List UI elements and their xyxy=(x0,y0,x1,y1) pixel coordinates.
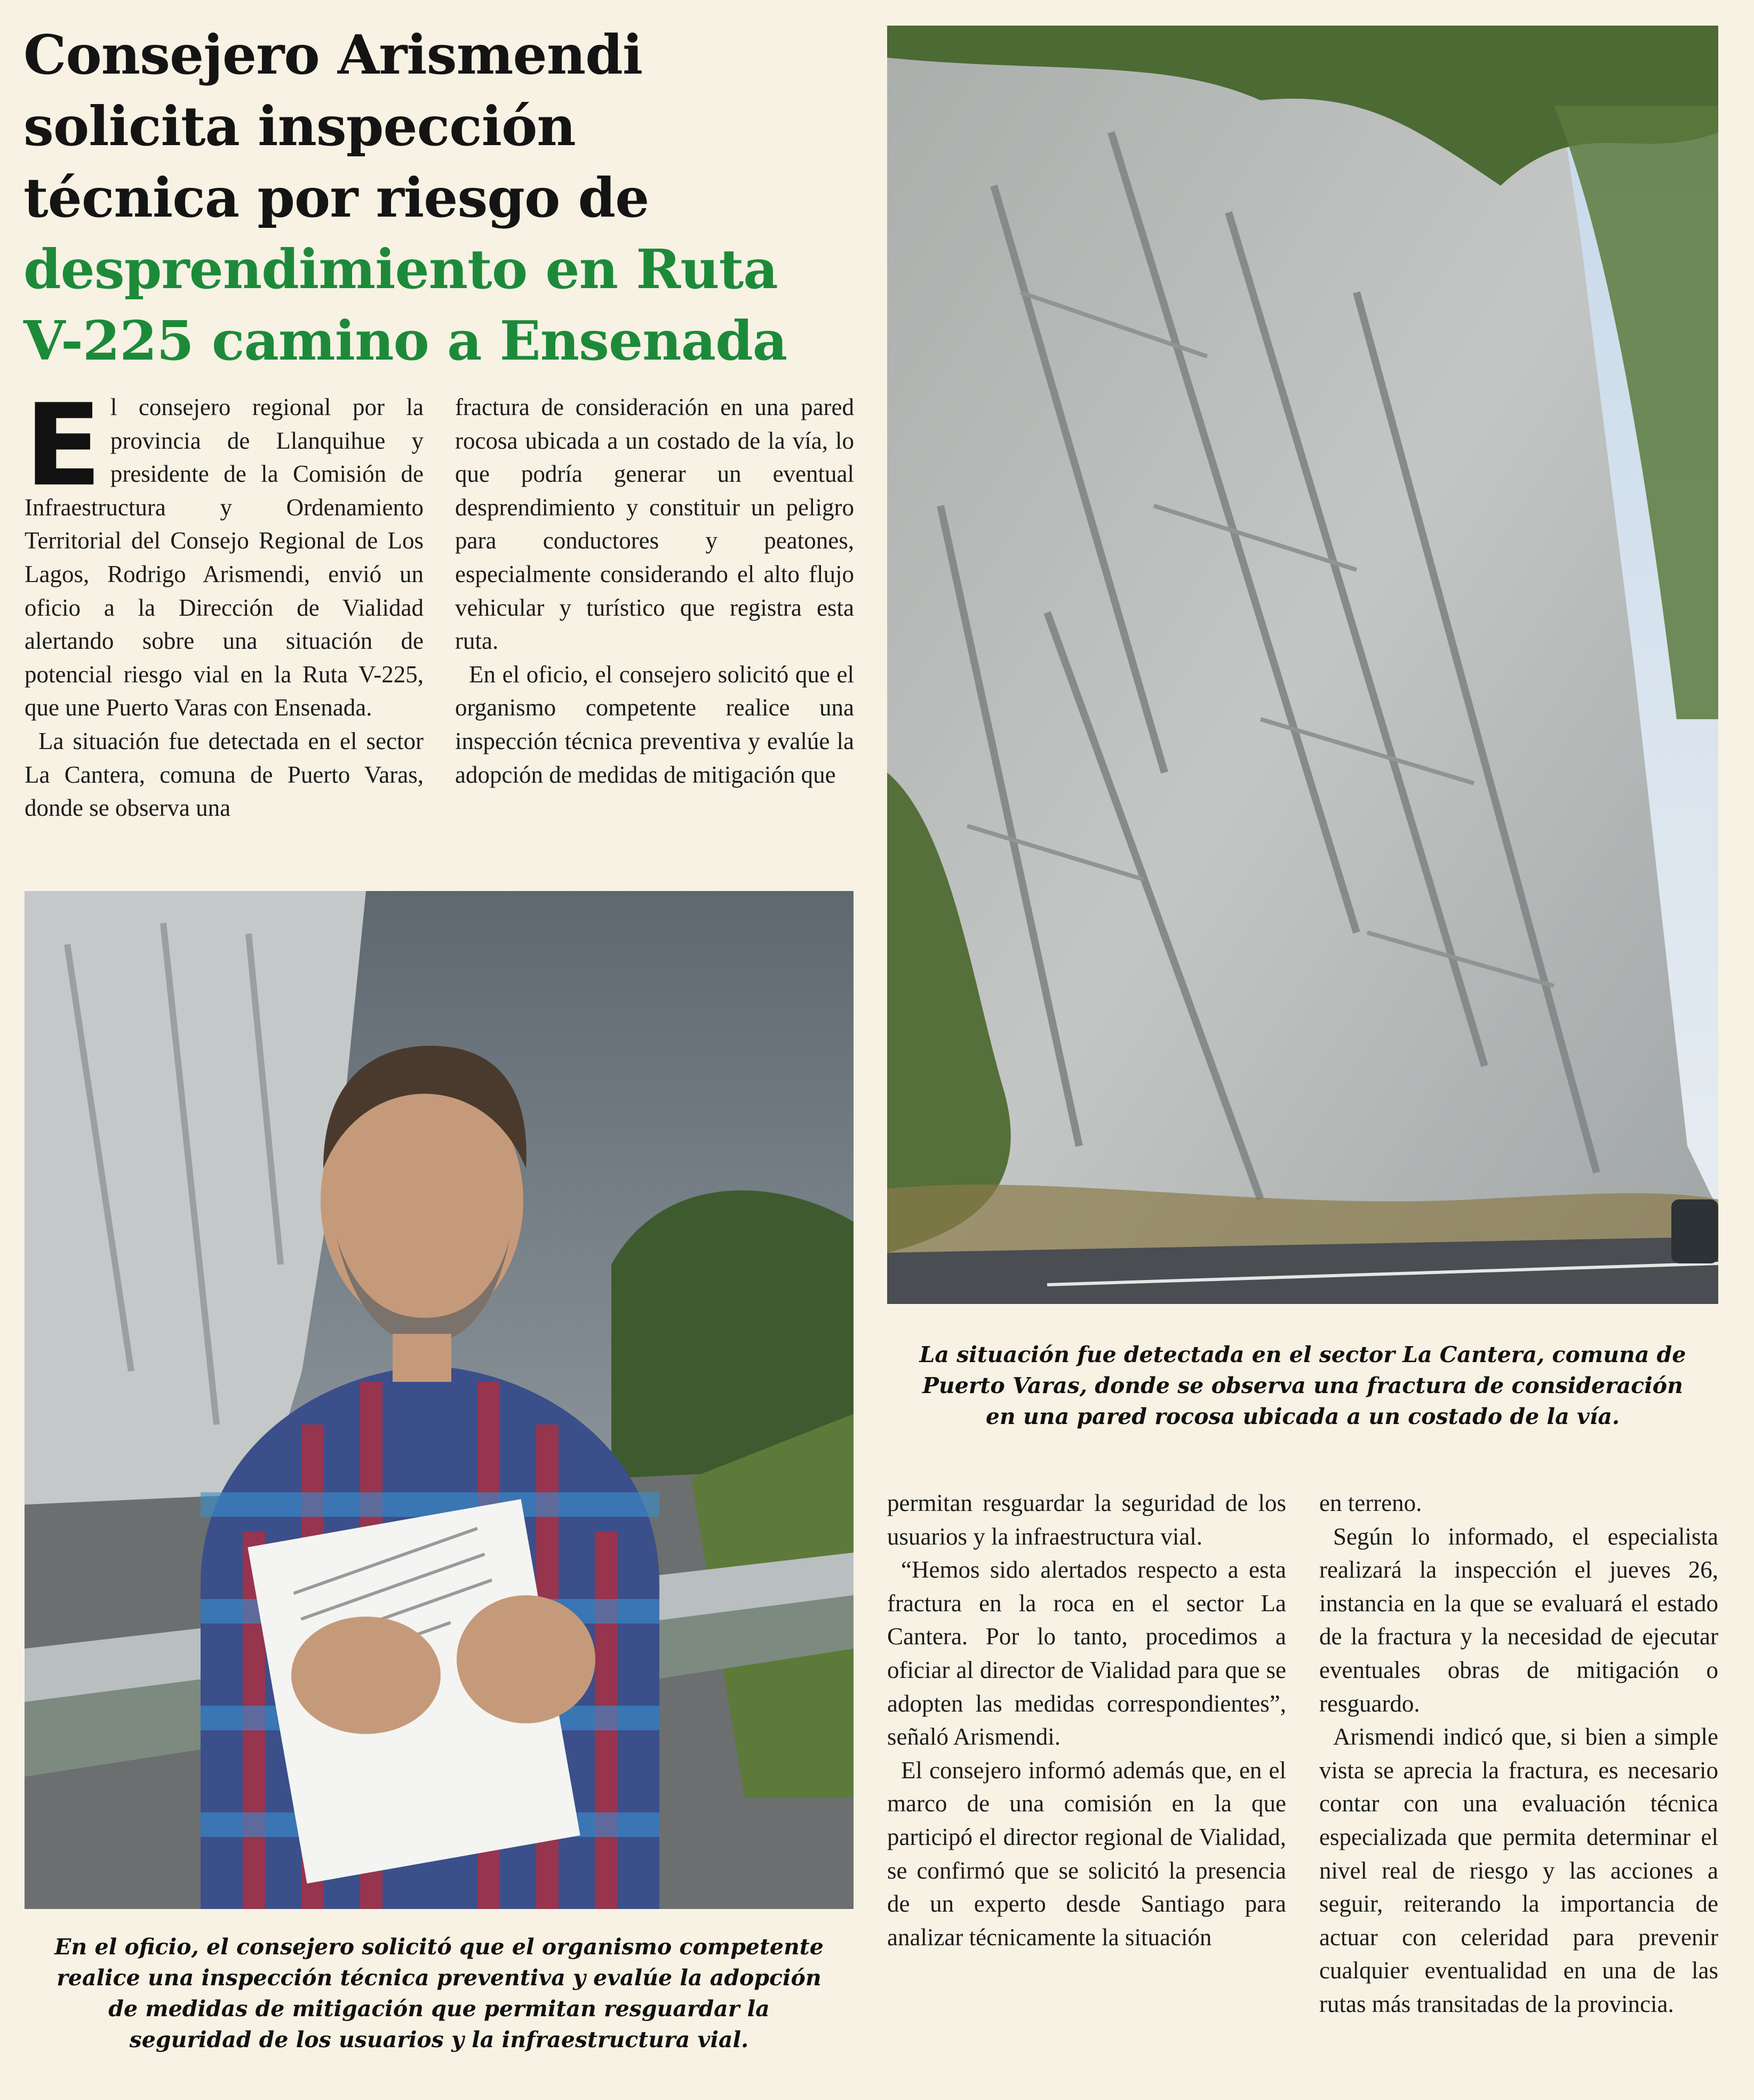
headline xyxy=(23,19,856,377)
photo-councillor xyxy=(25,891,854,1909)
photo-rock-cliff xyxy=(887,26,1718,1304)
caption-man-line-1: En el oficio, el consejero solicitó que el organismo competente xyxy=(54,1934,824,1960)
caption-man-line-2: realice una inspección técnica preventiva y evalúe la adopción xyxy=(57,1965,822,1991)
article-column-4 xyxy=(1319,1486,1718,2021)
paragraph-safety: permitan resguardar la seguridad de los usuarios y la infraestructura vial. xyxy=(887,1490,1286,1550)
rock-cliff-illustration xyxy=(887,26,1718,1304)
article-column-1 xyxy=(25,379,424,825)
caption-rock-line-3: en una pared rocosa ubicada a un costado de la vía. xyxy=(985,1404,1620,1429)
caption-man-line-3: de medidas de mitigación que permitan resguardar la xyxy=(108,1996,770,2022)
article-column-3 xyxy=(887,1486,1286,1954)
paragraph-on-site: en terreno. xyxy=(1319,1490,1422,1516)
caption-rock-line-2: Puerto Varas, donde se observa una fractura de consideración xyxy=(922,1373,1683,1398)
paragraph-location: La situación fue detectada en el sector La Cantera, comuna de Puerto Varas, donde se observa una xyxy=(25,727,424,822)
drop-cap: E xyxy=(25,379,102,511)
headline-line-2: solicita inspección xyxy=(23,94,576,158)
article-column-2 xyxy=(455,391,854,791)
headline-line-5: V-225 camino a Ensenada xyxy=(23,309,787,372)
headline-line-4: desprendimiento en Ruta xyxy=(23,237,778,301)
paragraph-inspection-date: Según lo informado, el especialista realizará la inspección el jueves 26, instancia en la que se evaluará el estado de la fractura y la necesidad de ejecutar eventuales obras de mitigación o resguardo. xyxy=(1319,1523,1718,1717)
councillor-illustration xyxy=(25,891,854,1909)
caption-man-line-4: seguridad de los usuarios y la infraestructura vial. xyxy=(129,2027,749,2053)
headline-line-1: Consejero Arismendi xyxy=(23,23,643,86)
caption-councillor-photo xyxy=(25,1931,854,2055)
caption-rock-line-1: La situación fue detectada en el sector La Cantera, comuna de xyxy=(919,1342,1686,1367)
paragraph-conclusion: Arismendi indicó que, si bien a simple vista se aprecia la fractura, es necesario contar con una evaluación técnica especializada que permita determinar el nivel real de riesgo y las acciones a seguir, reiterando la importancia de actuar con celeridad para prevenir cualquier eventualidad en una de las rutas más transitadas de la provincia. xyxy=(1319,1723,1718,2017)
paragraph-request: En el oficio, el consejero solicitó que el organismo competente realice una inspección técnica preventiva y evalúe la adopción de medidas de mitigación que xyxy=(455,661,854,788)
paragraph-fracture: fractura de consideración en una pared rocosa ubicada a un costado de la vía, lo que podría generar un eventual desprendimiento y constituir un peligro para conductores y peatones, especialmente considerando el alto flujo vehicular y turístico que registra esta ruta. xyxy=(455,394,854,655)
paragraph-intro: l consejero regional por la provincia de Llanquihue y presidente de la Comisión de Infraestructura y Ordenamiento Territorial del Consejo Regional de Los Lagos, Rodrigo Arismendi, envió un oficio a la Dirección de Vialidad alertando sobre una situación de potencial riesgo vial en la Ruta V-225, que une Puerto Varas con Ensenada. xyxy=(25,394,424,721)
paragraph-quote: “Hemos sido alertados respecto a esta fractura en la roca en el sector La Cantera. Por lo tanto, procedimos a oficiar al director de Vialidad para que se adopten las medidas correspondientes”, señaló Arismendi. xyxy=(887,1556,1286,1751)
caption-rock-photo xyxy=(887,1339,1718,1432)
headline-line-3: técnica por riesgo de xyxy=(23,166,649,229)
paragraph-commission: El consejero informó además que, en el marco de una comisión en la que participó el director regional de Vialidad, se confirmó que se solicitó la presencia de un experto desde Santiago para analizar técnicamente la situación xyxy=(887,1756,1286,1951)
